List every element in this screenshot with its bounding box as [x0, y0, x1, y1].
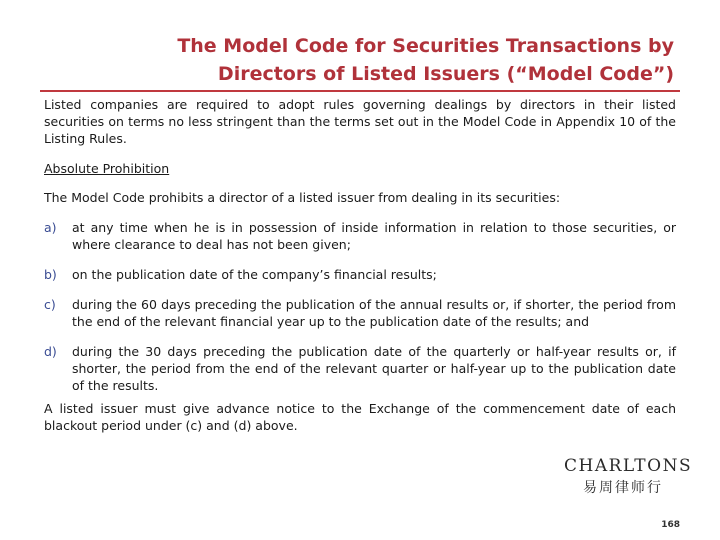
closing-paragraph: A listed issuer must give advance notice to the Exchange of the commencement date of each blackout period under (c) and (d) above.	[44, 401, 676, 433]
title-divider	[40, 90, 680, 92]
list-item-label: a)	[44, 220, 57, 235]
list-item-text: during the 30 days preceding the publication date of the quarterly or half-year results or, if shorter, the period from the end of the relevant quarter or half-year up to the publication date of the results.	[72, 344, 676, 393]
content-body	[44, 96, 676, 434]
lead-paragraph: The Model Code prohibits a director of a listed issuer from dealing in its securities:	[44, 190, 561, 205]
page-title-line-1: The Model Code for Securities Transactions by	[177, 35, 674, 57]
list-item-text: during the 60 days preceding the publication of the annual results or, if shorter, the period from the end of the relevant financial year up to the publication date of the results; and	[72, 297, 676, 329]
page-title	[74, 32, 674, 88]
logo-chinese-text: 易周律师行	[583, 480, 663, 496]
list-item	[44, 219, 676, 253]
section-heading: Absolute Prohibition	[44, 161, 170, 176]
list-item-label: b)	[44, 267, 57, 282]
charltons-logo	[564, 456, 693, 497]
list-item-text: on the publication date of the company’s financial results;	[72, 267, 437, 282]
intro-paragraph: Listed companies are required to adopt rules governing dealings by directors in their listed securities on terms no less stringent than the terms set out in the Model Code in Appendix 10 of the Listing Rules.	[44, 97, 676, 146]
list-item	[44, 266, 676, 283]
list-item-label: d)	[44, 344, 57, 359]
list-item	[44, 343, 676, 394]
list-item-label: c)	[44, 297, 56, 312]
logo-english-text: CHARLTONS	[564, 456, 693, 476]
list-item	[44, 296, 676, 330]
page-title-line-2: Directors of Listed Issuers (“Model Code”)	[217, 63, 674, 85]
list-item-text: at any time when he is in possession of inside information in relation to those securities, or where clearance to deal has not been given;	[72, 220, 676, 252]
page-number: 168	[661, 520, 680, 530]
